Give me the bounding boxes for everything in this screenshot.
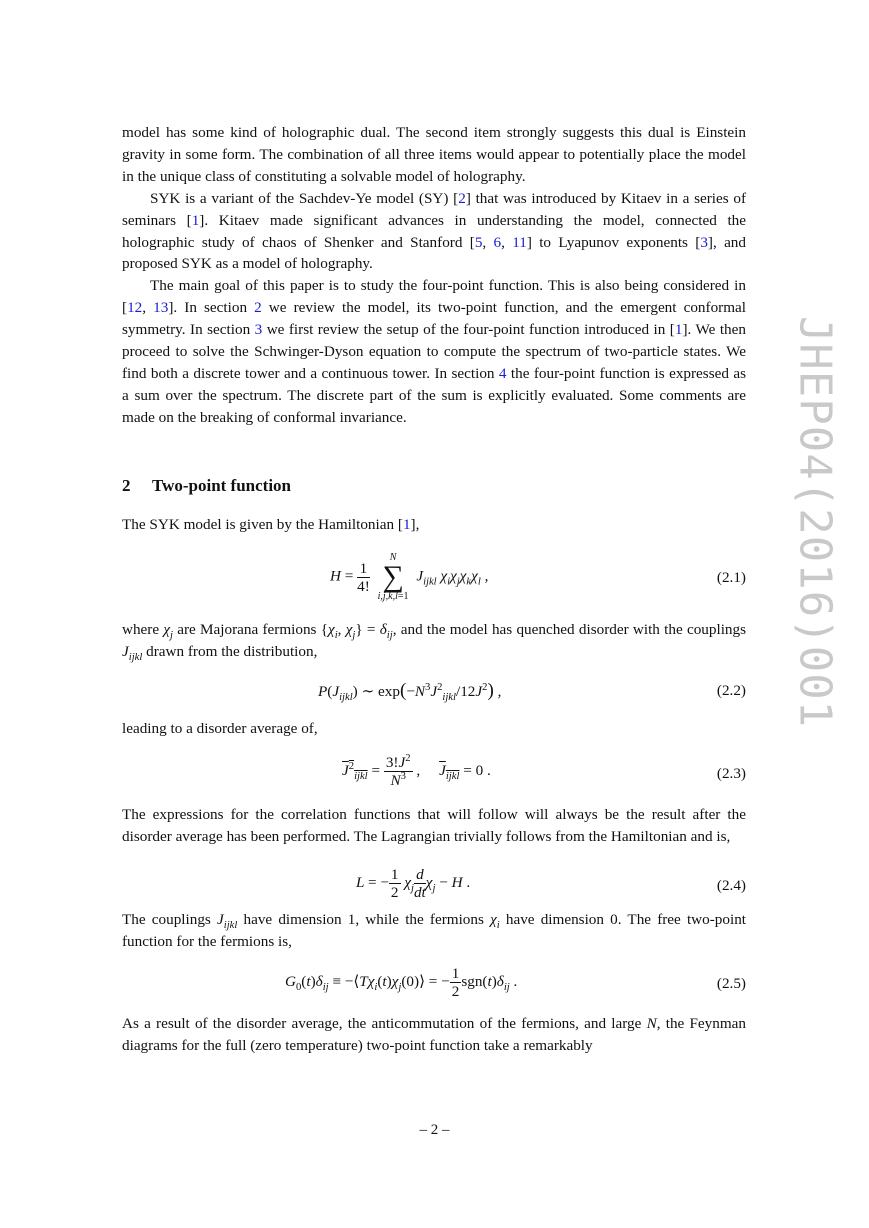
- equation-number: (2.2): [716, 682, 746, 699]
- hamiltonian-formula: H = $\frac{1}{4!}$ N ∑ i,j,k,l=1 $J_{ijkl}$ $\chi_i\chi_j\chi_k\chi_l$ ,: [330, 552, 489, 602]
- equation-number: (2.4): [716, 877, 746, 894]
- lagrangian-intro: The expressions for the correlation functions that will follow will always be the result after the disorder average has been performed. The Lagrangian trivially follows from the Hamiltonian and is,: [122, 806, 746, 845]
- free-propagator-formula: $G_0(t)\delta_{ij}$ ≡ $-⟨T\chi_i(t)\chi_j(0)⟩$ = − $\frac{1}{2}$ $sgn(t)\delta_{ij}$ .: [285, 965, 518, 1000]
- section-link[interactable]: 4: [498, 364, 507, 382]
- journal-watermark: JHEP04(2016)001: [789, 315, 841, 729]
- citation-link[interactable]: 6: [493, 233, 502, 251]
- equation-2-3: [122, 752, 746, 796]
- citation-link[interactable]: 2: [458, 189, 466, 207]
- citation-link[interactable]: 3: [700, 233, 708, 251]
- equation-number: (2.3): [716, 765, 746, 782]
- lagrangian-formula: L = − $\frac{1}{2}$ $\chi_j$ $\frac{d}{dt}$ $\chi_j - H$ .: [356, 866, 471, 901]
- citation-link[interactable]: 1: [674, 321, 683, 339]
- page-number: – 2 –: [419, 1122, 450, 1138]
- section-link[interactable]: 2: [254, 299, 262, 317]
- equation-2-2: [122, 672, 746, 710]
- citation-link[interactable]: 1: [191, 211, 200, 229]
- intro-paragraph-2: SYK is a variant of the Sachdev-Ye model (SY) [2] that was introduced by Kitaev in a series of seminars [1]. Kitaev made significant advances in understanding the model, connected the holographic study of chaos of Shenker and Stanford [5, 6, 11] to Lyapunov exponents [3], and proposed SYK as a model of holography.: [122, 189, 747, 273]
- intro-paragraph-1: model has some kind of holographic dual. The second item strongly suggests this dual is Einstein gravity in some form. The combination of all three items would appear to potentially place the model in the unique class of constituting a solvable model of holography.: [122, 124, 746, 185]
- section-link[interactable]: 3: [254, 321, 263, 339]
- citation-link[interactable]: 13: [153, 299, 169, 317]
- disorder-average-formula: $J^2_{ijkl}$ = $\frac{3!J^2}{N^3}$ , $J_{ijkl} = 0$ .: [342, 752, 491, 789]
- citation-link[interactable]: 1: [402, 516, 411, 533]
- hamiltonian-intro: The SYK model is given by the Hamiltonian [1],: [122, 516, 420, 533]
- equation-2-4: [122, 864, 746, 908]
- citation-link[interactable]: 5: [474, 233, 483, 251]
- feynman-paragraph: As a result of the disorder average, the anticommutation of the fermions, and large N, the Feynman diagrams for the full (zero temperature) two-point function take a remarkably: [122, 1015, 747, 1054]
- majorana-paragraph: where $\chi_j$ are Majorana fermions {$\chi_i$, $\chi_j\} = \delta_{ij}$, and the model has quenched disorder with the couplings $J_{ijkl}$ drawn from the distribution,: [122, 621, 747, 663]
- equation-number: (2.1): [716, 569, 746, 586]
- section-title: Two-point function: [152, 476, 292, 495]
- section-heading: [122, 476, 291, 496]
- disorder-text: leading to a disorder average of,: [122, 720, 318, 737]
- intro-text: [122, 122, 746, 429]
- citation-link[interactable]: 12: [127, 299, 143, 317]
- distribution-formula: $P(J_{ijkl})$ ∼ $\exp(-N^3J^2_{ijkl}/12J^2)$ ,: [318, 680, 502, 704]
- equation-2-1: [122, 550, 746, 606]
- equation-2-5: [122, 962, 746, 1006]
- section-number: 2: [122, 476, 131, 495]
- equation-number: (2.5): [716, 975, 746, 992]
- couplings-paragraph: The couplings $J_{ijkl}$ have dimension 1, while the fermions $\chi_i$ have dimension 0. The free two-point function for the fermions is,: [122, 911, 747, 950]
- intro-paragraph-3: The main goal of this paper is to study the four-point function. This is also being considered in [12, 13]. In section 2 we review the model, its two-point function, and the emergent conformal symmetry. In section 3 we first review the setup of the four-point function introduced in [1]. We then proceed to solve the Schwinger-Dyson equation to compute the spectrum of two-particle states. We find both a discrete tower and a continuous tower. In section 4 the four-point function is expressed as a sum over the spectrum. The discrete part of the sum is explicitly evaluated. Some comments are made on the breaking of conformal invariance.: [122, 277, 747, 426]
- citation-link[interactable]: 11: [512, 233, 527, 251]
